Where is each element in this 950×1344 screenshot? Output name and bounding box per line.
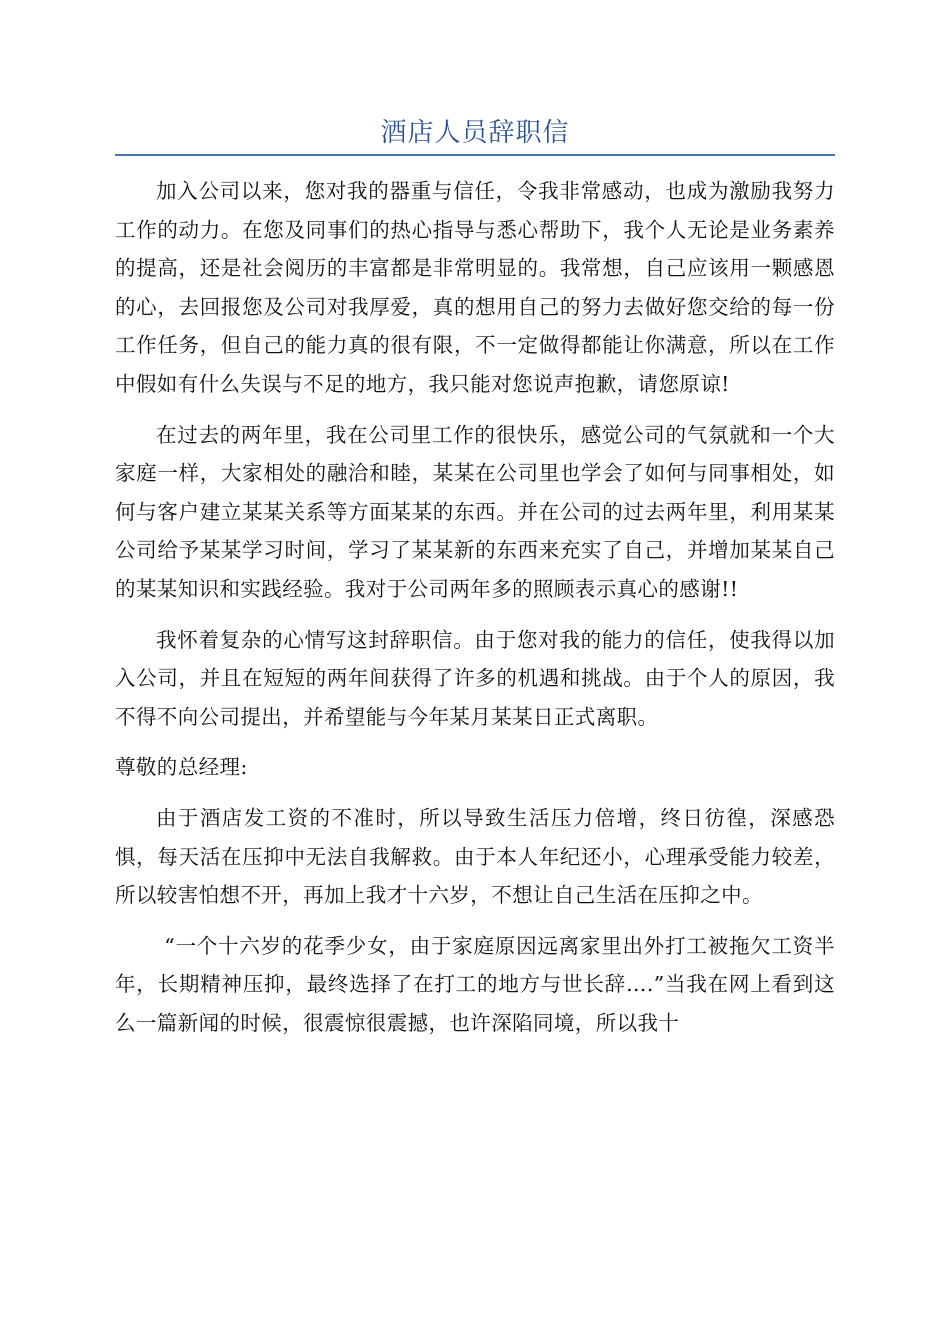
paragraph-2: 在过去的两年里，我在公司里工作的很快乐，感觉公司的气氛就和一个大家庭一样，大家相处的融洽和睦，某某在公司里也学会了如何与同事相处，如何与客户建立某某关系等方面某某的东西。并在公司的过去两年里，利用某某公司给予某某学习时间，学习了某某新的东西来充实了自己，并增加某某自己的某某知识和实践经验。我对于公司两年多的照顾表示真心的感谢!! — [115, 422, 835, 601]
title-underline — [115, 154, 835, 156]
document-title: 酒店人员辞职信 — [380, 118, 570, 148]
paragraph-5: “一个十六岁的花季少女，由于家庭原因远离家里出外打工被拖欠工资半年，长期精神压抑，最终选择了在打工的地方与世长辞….”当我在网上看到这么一篇新闻的时候，很震惊很震撼，也许深陷同境，所以我十 — [115, 933, 835, 1035]
salutation: 尊敬的总经理: — [115, 755, 248, 780]
paragraph-4: 由于酒店发工资的不准时，所以导致生活压力倍增，终日彷徨，深感恐惧，每天活在压抑中无法自我解救。由于本人年纪还小，心理承受能力较差，所以较害怕想不开，再加上我才十六岁，不想让自己生活在压抑之中。 — [115, 805, 835, 908]
paragraph-1: 加入公司以来，您对我的器重与信任，令我非常感动，也成为激励我努力工作的动力。在您及同事们的热心指导与悉心帮助下，我个人无论是业务素养的提高，还是社会阅历的丰富都是非常明显的。我常想，自己应该用一颗感恩的心，去回报您及公司对我厚爱，真的想用自己的努力去做好您交给的每一份工作任务，但自己的能力真的很有限，不一定做得都能让你满意，所以在工作中假如有什么失误与不足的地方，我只能对您说声抱歉，请您原谅! — [115, 179, 835, 396]
document-body — [115, 172, 835, 1054]
paragraph-3: 我怀着复杂的心情写这封辞职信。由于您对我的能力的信任，使我得以加入公司，并且在短短的两年间获得了许多的机遇和挑战。由于个人的原因，我不得不向公司提出，并希望能与今年某月某某日正式离职。 — [115, 627, 835, 729]
